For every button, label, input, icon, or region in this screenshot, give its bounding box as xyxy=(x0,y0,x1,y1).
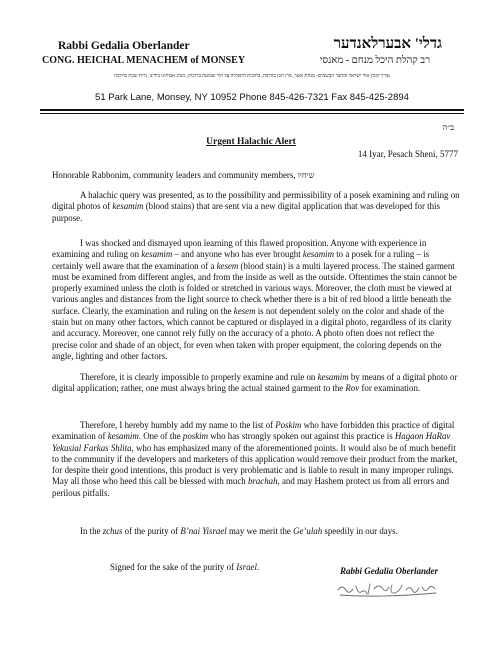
text-run: who has strongly spoken out against this practice is xyxy=(208,431,395,442)
letterhead-congregation-hebrew: רב קהלת היכל מנחם - מאנסי xyxy=(319,55,430,66)
text-run: In the xyxy=(80,526,103,536)
greeting-text: Honorable Rabbonim, community leaders and community members, xyxy=(52,170,296,180)
signature-name: Rabbi Gedalia Oberlander xyxy=(340,566,438,576)
italic-term: Rov xyxy=(345,383,360,394)
text-run: A halachic query was presented, as to the possibility and permissibility of a posek examining and ruling on digital photos of xyxy=(52,190,460,212)
italic-term: Israel xyxy=(236,561,257,572)
text-run: by means of a digital photo or digital application; rather, one must always bring the actual stained garment to the xyxy=(52,372,458,394)
text-run: of the purity of xyxy=(122,526,181,536)
italic-term: kesamim xyxy=(112,201,144,212)
italic-term: kesamim xyxy=(317,372,349,382)
text-run: . One of the xyxy=(138,431,183,442)
paragraph-5 xyxy=(52,526,460,537)
greeting-hebrew: שיחיו xyxy=(297,171,315,180)
text-run: to a posek for a ruling – is certainly well aware that the examination of a xyxy=(52,249,430,271)
text-run: , and may Hashem protect us from all errors and perilous pitfalls. xyxy=(52,476,450,498)
paragraph-3 xyxy=(52,372,460,395)
italic-term: B’nai Yisrael xyxy=(180,526,227,536)
italic-term: brachah xyxy=(247,476,278,487)
text-run: (blood stains) that are sent via a new digital application that was developed for this purpose. xyxy=(52,201,440,223)
italic-term: kesem xyxy=(216,260,239,271)
greeting xyxy=(52,170,460,181)
italic-term: poskim xyxy=(182,431,209,442)
italic-term: Hagaon HaRav Yekusial Farkas Shlita xyxy=(52,431,451,453)
paragraph-4 xyxy=(52,420,460,499)
italic-term: kesamim xyxy=(302,249,334,260)
text-run: . xyxy=(256,561,260,572)
text-run: Therefore, it is clearly impossible to properly examine and rule on xyxy=(80,372,318,382)
letterhead-publications-line: עורך קובץ אור ישראל ומחבר הבשמים- מנחת אשר, מרן הבן כהלכה, בחוכות התפילה על הלי שבועת ברוכות, מנהג אבותינו בידינו, נרות שבת כהלכה xyxy=(114,74,390,79)
text-run: who have forbidden this practice of digital examination of xyxy=(52,420,455,442)
letterhead-congregation: CONG. HEICHAL MENACHEM of MONSEY xyxy=(42,55,246,66)
text-run: (blood stain) is a multi layered process. The stained garment must be examined from different angles, and from the inside as well as the outside. Oftentimes the stain cannot be properly examined unless the cloth is folded or stretched in various ways. Moreover, the cloth must be viewed at various angles and distances from the light source to check whether there is a bit of red blood a little beneath the surface. Clearly, the examination and ruling on the xyxy=(52,260,457,316)
text-run: Therefore, I hereby humbly add my name to the list of xyxy=(80,420,276,430)
bsd-mark: ב״ה xyxy=(442,123,454,132)
text-run: I was shocked and dismayed upon learning of this flawed proposition. Anyone with experience in examining and ruling on xyxy=(52,238,427,260)
letter-date: 14 Iyar, Pesach Sheni, 5777 xyxy=(357,149,458,159)
paragraph-1 xyxy=(52,190,460,224)
letter-title: Urgent Halachic Alert xyxy=(206,137,296,147)
letterhead-divider xyxy=(40,109,464,111)
paragraph-2 xyxy=(52,238,460,362)
italic-term: kesamim xyxy=(141,249,173,260)
letterhead-address: 51 Park Lane, Monsey, NY 10952 Phone 845-426-7321 Fax 845-425-2894 xyxy=(95,92,409,103)
italic-term: kesamim xyxy=(107,431,139,442)
italic-term: kesem xyxy=(233,305,256,316)
handwritten-signature xyxy=(332,578,444,600)
italic-term: Poskim xyxy=(275,420,302,430)
text-run: for examination. xyxy=(359,383,421,394)
signed-line xyxy=(110,553,259,581)
italic-term: zchus xyxy=(102,526,123,536)
letterhead-name-english: Rabbi Gedalia Oberlander xyxy=(58,40,190,52)
text-run: may we merit the xyxy=(226,526,294,536)
text-run: Signed for the sake of the purity of xyxy=(110,561,237,572)
text-run: – and anyone who has ever brought xyxy=(172,249,303,260)
letterhead-divider-thin xyxy=(40,113,464,114)
text-run: is not dependent solely on the color and shade of the stain but on many other factors, which cannot be captured or displayed in a digital photo, regardless of its clarity and accuracy. Moreover, one cannot rely fully on the accuracy of a photo. A photo often does not reflect the precise color and shade of an object, for even when taken with proper equipment, the coloring depends on the angle, lighting and other factors. xyxy=(52,305,452,361)
text-run: speedily in our days. xyxy=(322,526,398,536)
letterhead-name-hebrew: גדלי' אבערלאנדער xyxy=(333,36,442,52)
italic-term: Ge’ulah xyxy=(293,526,323,536)
text-run: , who has emphasized many of the aforementioned points. It would also be of much benefit to the community if the developers and marketers of this application would remove their product from the market, for despite their good intentions, this product is very problematic and is liable to result in many improper rulings. May all those who heed this call be blessed with much xyxy=(52,442,458,487)
